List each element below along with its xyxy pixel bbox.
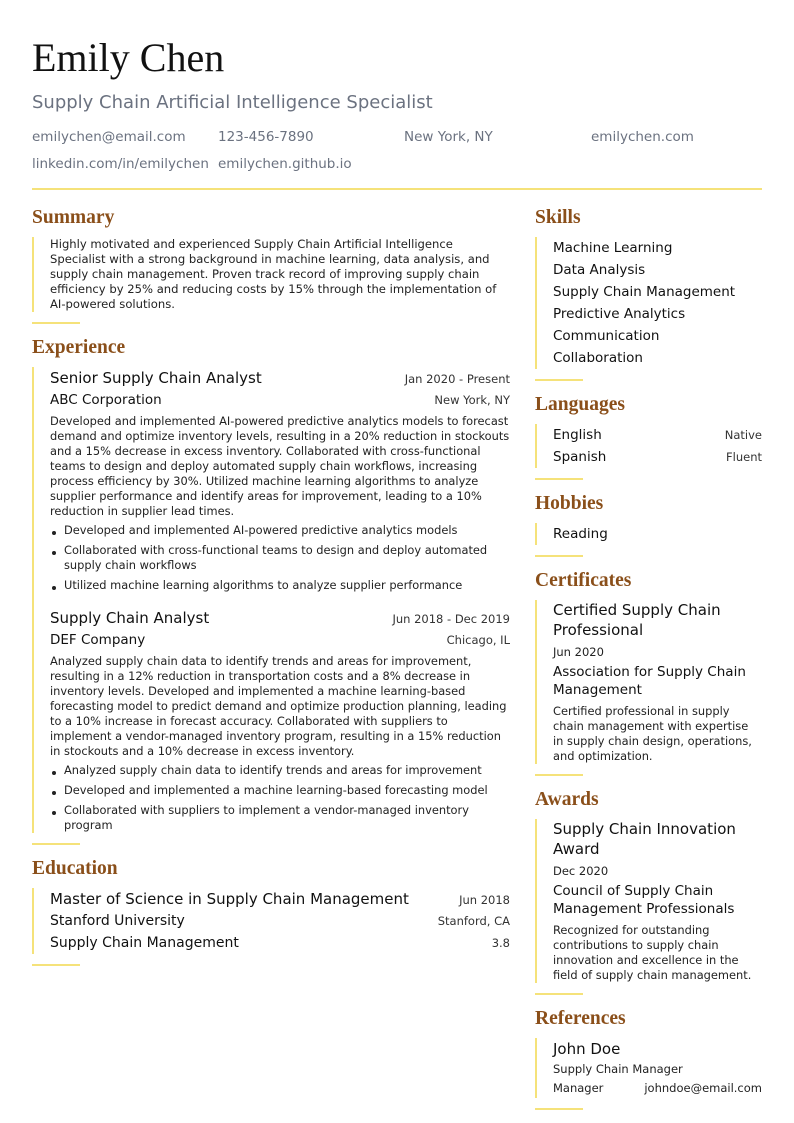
award-issuer: Council of Supply Chain Management Professionals	[553, 883, 735, 917]
job-bullets	[50, 763, 510, 833]
contact-email[interactable]: emilychen@email.com	[32, 129, 186, 145]
references-body	[535, 1038, 762, 1098]
header-divider	[32, 188, 762, 190]
hobbies-body	[535, 523, 762, 545]
education-field: Supply Chain Management	[50, 935, 239, 951]
language-name: Spanish	[553, 449, 607, 465]
job-bullet: Utilized machine learning algorithms to analyze supplier performance	[50, 578, 510, 593]
skill-item: Supply Chain Management	[553, 284, 736, 300]
language-level: Fluent	[726, 450, 762, 464]
education-body	[32, 888, 510, 954]
job-location: New York, NY	[434, 393, 510, 407]
education-date: Jun 2018	[459, 893, 510, 907]
section-divider	[535, 774, 583, 776]
skill-item: Predictive Analytics	[553, 306, 686, 322]
contact-location: New York, NY	[404, 129, 493, 145]
job-bullet: Collaborated with suppliers to implement a vendor-managed inventory program	[50, 803, 510, 833]
skill-item: Collaboration	[553, 350, 643, 366]
experience-heading: Experience	[32, 337, 126, 358]
language-level: Native	[724, 428, 762, 442]
certificates-body	[535, 600, 762, 764]
education-heading: Education	[32, 858, 118, 879]
job-description: Analyzed supply chain data to identify trends and areas for improvement, resulting in a 12% reduction in transportation costs and a 8% decrease in inventory levels. Developed and implemented a machine learning-based forecasting model to predict demand and optimize production planning, leading to a 10% increase in forecast accuracy. Collaborated with suppliers to implement a vendor-managed inventory program, resulting in a 15% reduction in stockouts and a 10% decrease in excess inventory.	[50, 654, 507, 758]
language-item	[553, 446, 762, 468]
job-company: ABC Corporation	[50, 392, 162, 408]
skills-body	[535, 237, 762, 369]
award-description: Recognized for outstanding contributions to supply chain innovation and excellence in the field of supply chain management.	[553, 923, 752, 982]
skills-heading: Skills	[535, 207, 581, 228]
job-bullet: Collaborated with cross-functional teams to design and deploy automated supply chain workflows	[50, 543, 510, 573]
contact-info	[32, 129, 762, 172]
job-title: Senior Supply Chain Analyst	[50, 369, 262, 387]
experience-section	[32, 336, 510, 845]
award-date: Dec 2020	[553, 864, 609, 878]
job-bullets	[50, 523, 510, 593]
references-heading: References	[535, 1008, 626, 1029]
reference-relation: Manager	[553, 1081, 604, 1095]
skill-item: Machine Learning	[553, 240, 673, 256]
job-entry	[50, 607, 510, 833]
reference-email[interactable]: johndoe@email.com	[644, 1081, 762, 1095]
education-degree: Master of Science in Supply Chain Management	[50, 890, 409, 908]
side-column	[535, 206, 762, 1122]
languages-heading: Languages	[535, 394, 625, 415]
job-bullet: Analyzed supply chain data to identify trends and areas for improvement	[50, 763, 510, 778]
experience-body	[32, 367, 510, 833]
job-bullet: Developed and implemented AI-powered predictive analytics models	[50, 523, 510, 538]
content-columns	[32, 206, 762, 1122]
education-school: Stanford University	[50, 913, 185, 929]
candidate-title: Supply Chain Artificial Intelligence Specialist	[32, 92, 433, 113]
contact-website[interactable]: emilychen.com	[591, 129, 694, 145]
languages-body	[535, 424, 762, 468]
section-divider	[32, 322, 80, 324]
section-divider	[535, 993, 583, 995]
certificate-name: Certified Supply Chain Professional	[553, 601, 721, 639]
job-description: Developed and implemented AI-powered predictive analytics models to forecast demand and optimize inventory levels, resulting in a 20% reduction in stockouts and a 15% decrease in excess inventory. Collaborated with cross-functional teams to design and deploy automated supply chain workflows, increasing process efficiency by 30%. Utilized machine learning algorithms to analyze supplier performance and identify areas for improvement, leading to a 10% reduction in supplier lead times.	[50, 414, 510, 518]
job-date: Jun 2018 - Dec 2019	[392, 612, 510, 626]
summary-body	[32, 237, 510, 312]
section-divider	[535, 555, 583, 557]
job-title: Supply Chain Analyst	[50, 609, 210, 627]
hobbies-section	[535, 492, 762, 557]
main-column	[32, 206, 510, 1122]
certificate-issuer: Association for Supply Chain Management	[553, 664, 746, 698]
references-section	[535, 1007, 762, 1110]
section-divider	[32, 843, 80, 845]
award-name: Supply Chain Innovation Award	[553, 820, 736, 858]
education-location: Stanford, CA	[437, 914, 510, 928]
summary-text: Highly motivated and experienced Supply Chain Artificial Intelligence Specialist with a strong background in machine learning, data analysis, and supply chain management. Proven track record of improving supply chain efficiency by 25% and reducing costs by 15% through the implementation of AI-powered solutions.	[50, 237, 497, 311]
job-entry	[50, 367, 510, 593]
certificates-section	[535, 569, 762, 776]
summary-section	[32, 206, 510, 324]
education-section	[32, 857, 510, 966]
contact-linkedin[interactable]: linkedin.com/in/emilychen	[32, 156, 209, 172]
awards-body	[535, 819, 762, 983]
language-name: English	[553, 427, 602, 443]
header	[32, 34, 762, 190]
job-bullet: Developed and implemented a machine learning-based forecasting model	[50, 783, 510, 798]
job-company: DEF Company	[50, 632, 146, 648]
job-location: Chicago, IL	[446, 633, 510, 647]
contact-phone: 123-456-7890	[218, 129, 314, 145]
skill-item: Communication	[553, 328, 660, 344]
certificate-date: Jun 2020	[553, 645, 604, 659]
awards-section	[535, 788, 762, 995]
contact-github[interactable]: emilychen.github.io	[218, 156, 352, 172]
skills-section	[535, 206, 762, 381]
reference-position: Supply Chain Manager	[553, 1062, 683, 1076]
certificates-heading: Certificates	[535, 570, 632, 591]
education-gpa: 3.8	[491, 936, 510, 950]
job-date: Jan 2020 - Present	[404, 372, 510, 386]
section-divider	[535, 1108, 583, 1110]
languages-section	[535, 393, 762, 480]
candidate-name: Emily Chen	[32, 35, 225, 80]
section-divider	[535, 478, 583, 480]
language-item	[553, 424, 762, 446]
hobby-item: Reading	[553, 526, 608, 542]
certificate-description: Certified professional in supply chain management with expertise in supply chain design, operations, and optimization.	[553, 704, 752, 763]
reference-name: John Doe	[553, 1040, 621, 1058]
section-divider	[535, 379, 583, 381]
awards-heading: Awards	[535, 789, 599, 810]
skill-item: Data Analysis	[553, 262, 646, 278]
summary-heading: Summary	[32, 207, 115, 228]
reference-contact-row	[553, 1079, 762, 1098]
section-divider	[32, 964, 80, 966]
hobbies-heading: Hobbies	[535, 493, 604, 514]
